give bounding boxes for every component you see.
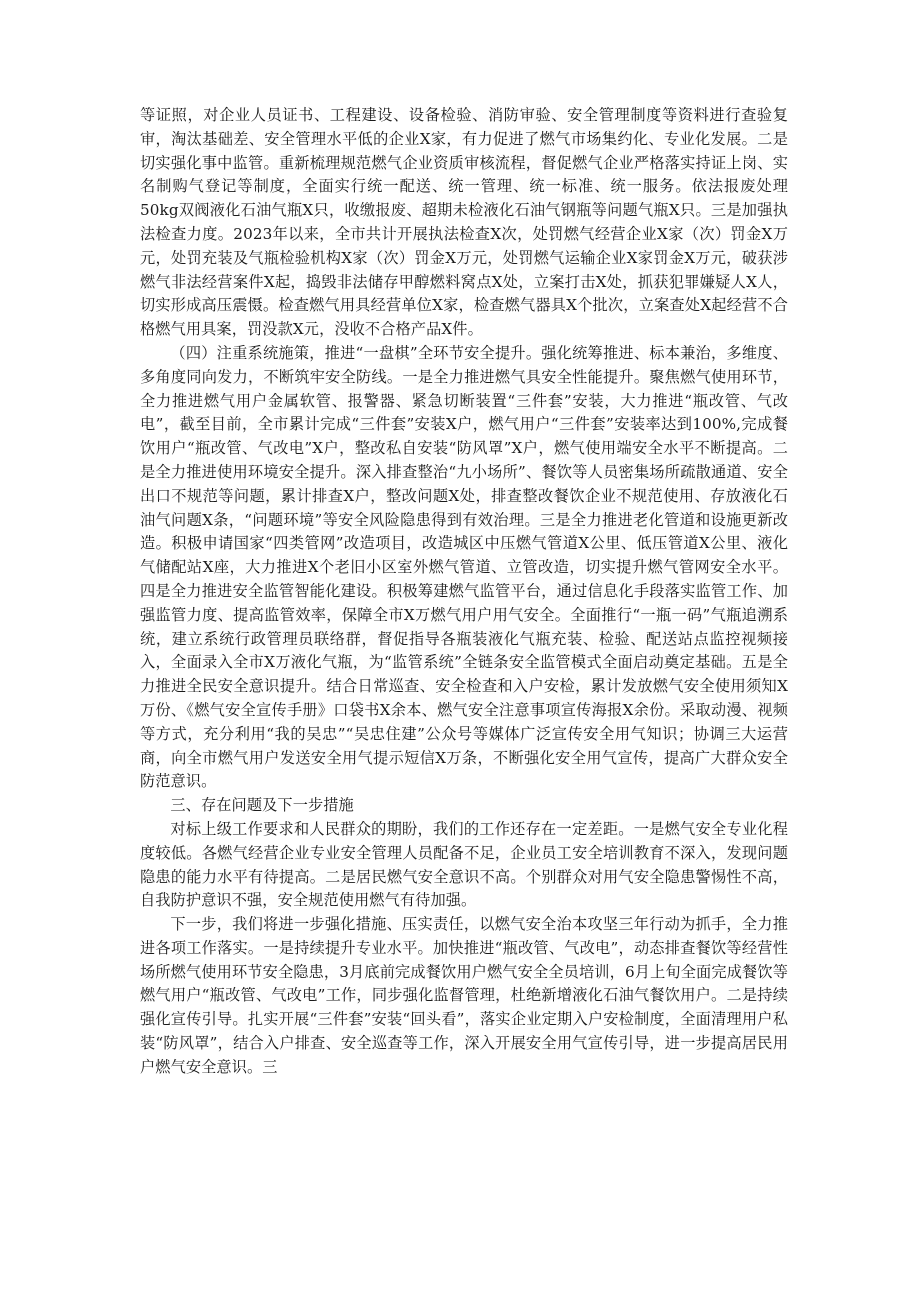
paragraph-section-four: （四）注重系统施策，推进“一盘棋”全环节安全提升。强化统筹推进、标本兼治，多维度、多角度同向发力，不断筑牢安全防线。一是全力推进燃气具安全性能提升。聚焦燃气使用环节，全力推进燃气用户金属软管、报警器、紧急切断装置“三件套”安装，大力推进“瓶改管、气改电”，截至目前，全市累计完成“三件套”安装X户，燃气用户“三件套”安装率达到100%,完成餐饮用户“瓶改管、气改电”X户，整改私自安装“防风罩”X户，燃气使用端安全水平不断提高。二是全力推进使用环境安全提升。深入排查整治“九小场所”、餐饮等人员密集场所疏散通道、安全出口不规范等问题，累计排查X户，整改问题X处，排查整改餐饮企业不规范使用、存放液化石油气问题X条，“问题环境”等安全风险隐患得到有效治理。三是全力推进老化管道和设施更新改造。积极申请国家“四类管网”改造项目，改造城区中压燃气管道X公里、低压管道X公里、液化气储配站X座，大力推进X个老旧小区室外燃气管道、立管改造，切实提升燃气管网安全水平。四是全力推进安全监管智能化建设。积极筹建燃气监管平台，通过信息化手段落实监管工作、加强监管力度、提高监管效率，保障全市X万燃气用户用气安全。全面推行“一瓶一码”气瓶追溯系统，建立系统行政管理员联络群，督促指导各瓶装液化气瓶充装、检验、配送站点监控视频接入，全面录入全市X万液化气瓶，为“监管系统”全链条安全监管模式全面启动奠定基础。五是全力推进全民安全意识提升。结合日常巡查、安全检查和入户安检，累计发放燃气安全使用须知X万份、《燃气安全宣传手册》口袋书X余本、燃气安全注意事项宣传海报X余份。采取动漫、视频等方式，充分利用“我的吴忠”“吴忠住建”公众号等媒体广泛宣传安全用气知识；协调三大运营商，向全市燃气用户发送安全用气提示短信X万条，不断强化安全用气宣传，提高广大群众安全防范意识。 bbox=[140, 343, 788, 791]
paragraph-continuation: 等证照，对企业人员证书、工程建设、设备检验、消防审验、安全管理制度等资料进行查验复审，淘汰基础差、安全管理水平低的企业X家，有力促进了燃气市场集约化、专业化发展。二是切实强化事中监管。重新梳理规范燃气企业资质审核流程，督促燃气企业严格落实持证上岗、实名制购气登记等制度，全面实行统一配送、统一管理、统一标准、统一服务。依法报废处理50kg双阀液化石油气瓶X只，收缴报废、超期未检液化石油气钢瓶等问题气瓶X只。三是加强执法检查力度。2023年以来，全市共计开展执法检查X次，处罚燃气经营企业X家（次）罚金X万元，处罚充装及气瓶检验机构X家（次）罚金X万元，处罚燃气运输企业X家罚金X万元，破获涉燃气非法经营案件X起，捣毁非法储存甲醇燃料窝点X处，立案打击X处，抓获犯罪嫌疑人X人，切实形成高压震慑。检查燃气用具经营单位X家，检查燃气器具X个批次，立案查处X起经营不合格燃气用具案，罚没款X元，没收不合格产品X件。 bbox=[140, 106, 788, 339]
paragraph-problems: 对标上级工作要求和人民群众的期盼，我们的工作还存在一定差距。一是燃气安全专业化程度较低。各燃气经营企业专业安全管理人员配备不足，企业员工安全培训教育不深入，发现问题隐患的能力水平有待提高。二是居民燃气安全意识不高。个别群众对用气安全隐患警惕性不高，自我防护意识不强，安全规范使用燃气有待加强。 bbox=[140, 819, 788, 910]
document-body bbox=[140, 104, 788, 1080]
paragraph-next-steps: 下一步，我们将进一步强化措施、压实责任，以燃气安全治本攻坚三年行动为抓手，全力推进各项工作落实。一是持续提升专业水平。加快推进“瓶改管、气改电”，动态排查餐饮等经营性场所燃气使用环节安全隐患，3月底前完成餐饮用户燃气安全全员培训，6月上旬全面完成餐饮等燃气用户“瓶改管、气改电”工作，同步强化监督管理，杜绝新增液化石油气餐饮用户。二是持续强化宣传引导。扎实开展“三件套”安装“回头看”，落实企业定期入户安检制度，全面清理用户私装“防风罩”，结合入户排查、安全巡查等工作，深入开展安全用气宣传引导，进一步提高居民用户燃气安全意识。三 bbox=[140, 915, 788, 1076]
section-heading-three: 三、存在问题及下一步措施 bbox=[170, 796, 354, 815]
